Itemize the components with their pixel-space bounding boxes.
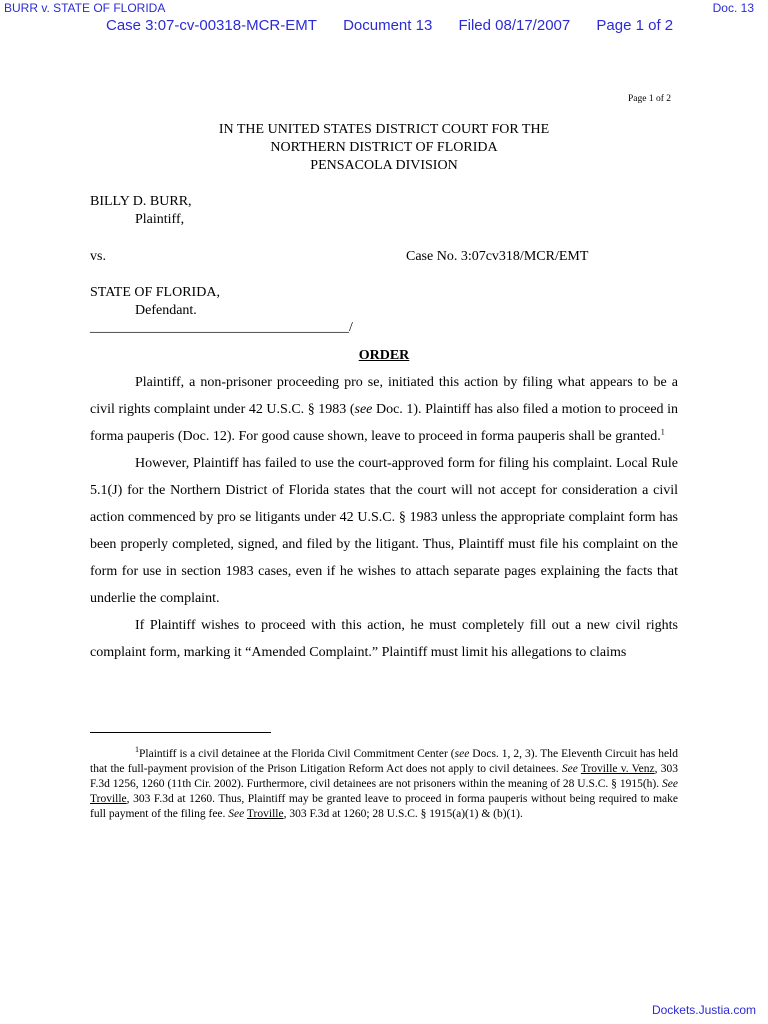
court-heading-line2: NORTHERN DISTRICT OF FLORIDA: [270, 140, 498, 155]
case-number: Case No. 3:07cv318/MCR/EMT: [406, 249, 589, 264]
justia-source-link[interactable]: Dockets.Justia.com: [651, 1003, 756, 1017]
caption-signature-line: _____________________________________/: [90, 320, 353, 335]
order-body: [90, 369, 678, 666]
footnote-ref: 1: [660, 427, 665, 437]
paragraph-1: Plaintiff, a non-prisoner proceeding pro se, initiated this action by filing what appears to be a civil rights complaint under 42 U.S.C. § 1983 (see Doc. 1). Plaintiff has also filed a motion to proceed in forma pauperis (Doc. 12). For good cause shown, leave to proceed in forma pauperis shall be granted.$^1$: [90, 375, 679, 444]
stamp-case-number: Case 3:07-cv-00318-MCR-EMT: [106, 17, 317, 34]
footnote: $^1$Plaintiff is a civil detainee at the Florida Civil Commitment Center (see Docs. 1, 2, 3). The Eleventh Circuit has held that the full-payment provision of the Prison Litigation Reform Act does not apply to civil detainees. See Troville v. Venz, 303 F.3d 1256, 1260 (11th Cir. 2002). Furthermore, civil detainees are not prisoners within the meaning of 28 U.S.C. § 1915(h). See Troville, 303 F.3d at 1260. Thus, Plaintiff may be granted leave to proceed in forma pauperis without being required to make full payment of the filing fee. See Troville, 303 F.3d at 1260; 28 U.S.C. § 1915(a)(1) & (b)(1).: [90, 745, 679, 820]
paragraph-3: If Plaintiff wishes to proceed with this action, he must completely fill out a new civil rights complaint form, marking it “Amended Complaint.” Plaintiff must limit his allegations to claims: [90, 618, 678, 660]
plaintiff-role: Plaintiff,: [135, 212, 185, 227]
defendant-name: STATE OF FLORIDA,: [90, 285, 220, 300]
doc-number-link[interactable]: Doc. 13: [712, 1, 754, 15]
page-indicator: Page 1 of 2: [628, 94, 672, 104]
footnote-divider: [90, 732, 271, 733]
paragraph-2: However, Plaintiff has failed to use the court-approved form for filing his complaint. Local Rule 5.1(J) for the Northern District of Florida states that the court will not accept for consideration a civil action commenced by pro se litigants under 42 U.S.C. § 1983 unless the appropriate complaint form has been properly completed, signed, and filed by the litigant. Thus, Plaintiff must file his complaint on the form for use in section 1983 cases, even if he wishes to attach separate pages explaining the facts that underlie the complaint.: [90, 456, 678, 606]
versus-label: vs.: [90, 249, 106, 264]
plaintiff-name: BILLY D. BURR,: [90, 194, 192, 209]
court-heading-line1: IN THE UNITED STATES DISTRICT COURT FOR THE: [218, 122, 550, 137]
stamp-filed-date: Filed 08/17/2007: [458, 17, 571, 34]
order-title: ORDER: [358, 348, 410, 363]
stamp-page: Page 1 of 2: [596, 17, 674, 34]
stamp-document: Document 13: [343, 17, 433, 34]
filing-stamp: [106, 17, 695, 34]
defendant-role: Defendant.: [135, 303, 197, 318]
court-heading-line3: PENSACOLA DIVISION: [310, 158, 458, 173]
case-title-link[interactable]: BURR v. STATE OF FLORIDA: [4, 1, 166, 15]
